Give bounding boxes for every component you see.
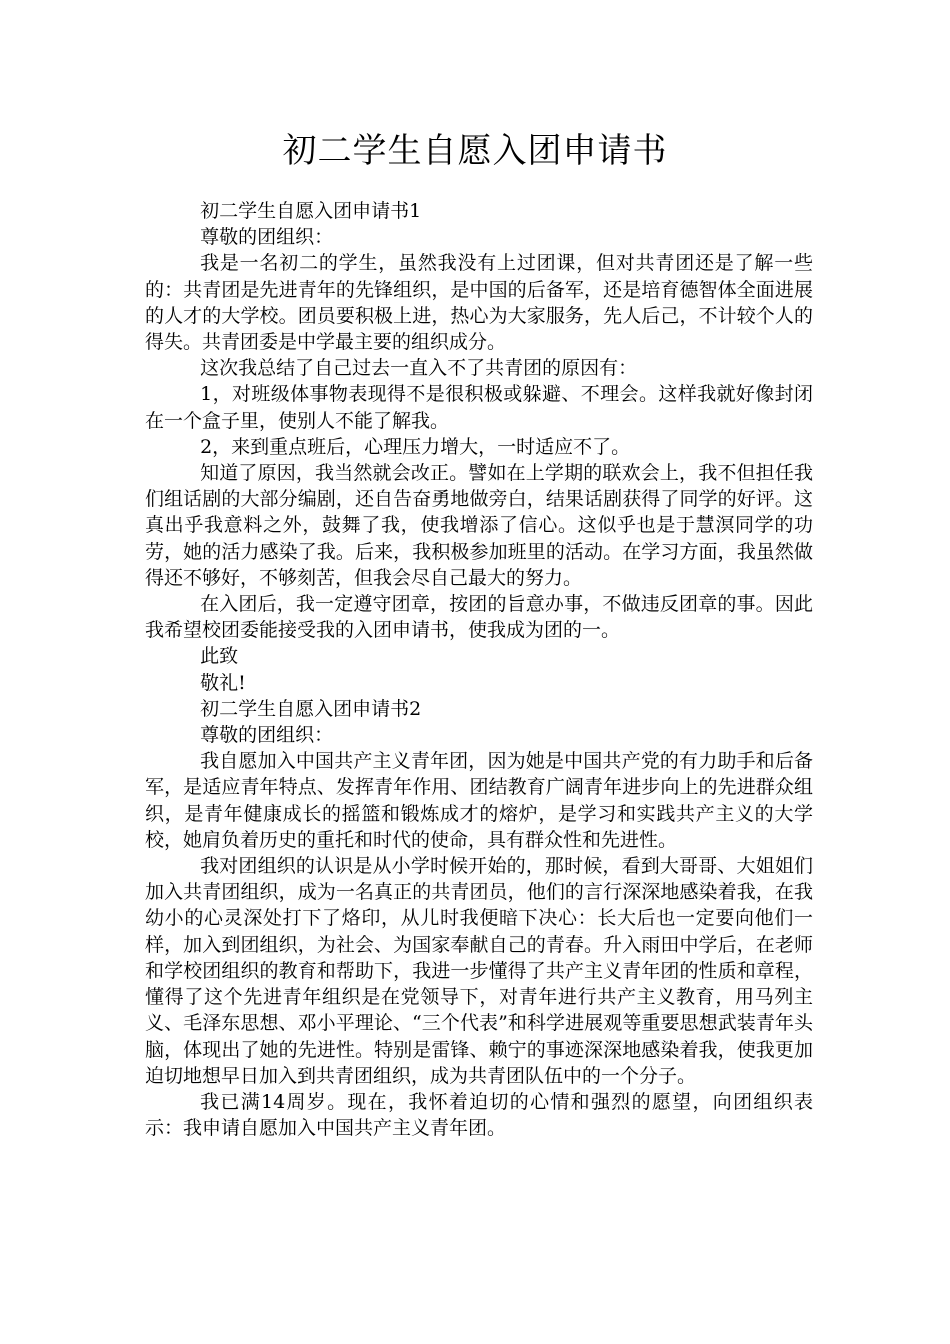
- salutation-2: 尊敬的团组织：: [200, 724, 334, 747]
- closing-salute: 敬礼!: [200, 671, 246, 694]
- document-body: [145, 198, 813, 1141]
- section-heading-2: 初二学生自愿入团申请书2: [200, 697, 422, 720]
- body-paragraph: 知道了原因，我当然就会改正。譬如在上学期的联欢会上，我不但担任我们组话剧的大部分编剧，还自告奋勇地做旁白，结果话剧获得了同学的好评。这真出乎我意料之外，鼓舞了我，使我增添了信心。这似乎也是于慧溟同学的功劳，她的活力感染了我。后来，我积极参加班里的活动。在学习方面，我虽然做得还不够好，不够刻苦，但我会尽自己最大的努力。: [145, 462, 813, 589]
- salutation-1: 尊敬的团组织：: [200, 226, 334, 249]
- body-paragraph: 我已满14周岁。现在，我怀着迫切的心情和强烈的愿望，向团组织表示：我申请自愿加入中国共产主义青年团。: [145, 1090, 813, 1140]
- document-title: 初二学生自愿入团申请书: [282, 131, 668, 171]
- body-paragraph: 2，来到重点班后，心理压力增大，一时适应不了。: [200, 435, 631, 458]
- closing-line: 此致: [200, 645, 239, 668]
- body-paragraph: 我自愿加入中国共产主义青年团，因为她是中国共产党的有力助手和后备军，是适应青年特点、发挥青年作用、团结教育广阔青年进步向上的先进群众组织，是青年健康成长的摇篮和锻炼成才的熔炉，是学习和实践共产主义的大学校，她肩负着历史的重托和时代的使命，具有群众性和先进性。: [145, 750, 813, 851]
- body-paragraph: 我对团组织的认识是从小学时候开始的，那时候，看到大哥哥、大姐姐们加入共青团组织，成为一名真正的共青团员，他们的言行深深地感染着我，在我幼小的心灵深处打下了烙印，从儿时我便暗下决心：长大后也一定要向他们一样，加入到团组织，为社会、为国家奉献自己的青春。升入雨田中学后，在老师和学校团组织的教育和帮助下，我进一步懂得了共产主义青年团的性质和章程，懂得了这个先进青年组织是在党领导下，对青年进行共产主义教育，用马列主义、毛泽东思想、邓小平理论、“三个代表”和科学进展观等重要思想武装青年头脑，体现出了她的先进性。特别是雷锋、赖宁的事迹深深地感染着我，使我更加迫切地想早日加入到共青团组织，成为共青团队伍中的一个分子。: [145, 855, 813, 1087]
- body-paragraph: 这次我总结了自己过去一直入不了共青团的原因有：: [200, 357, 638, 380]
- section-heading-1: 初二学生自愿入团申请书1: [200, 200, 422, 222]
- body-paragraph: 在入团后，我一定遵守团章，按团的旨意办事，不做违反团章的事。因此我希望校团委能接受我的入团申请书，使我成为团的一。: [145, 593, 813, 642]
- body-paragraph: 我是一名初二的学生，虽然我没有上过团课，但对共青团还是了解一些的：共青团是先进青年的先锋组织，是中国的后备军，还是培育德智体全面进展的人才的大学校。团员要积极上进，热心为大家服务，先人后己，不计较个人的得失。共青团委是中学最主要的组织成分。: [145, 252, 813, 354]
- body-paragraph: 1，对班级体事物表现得不是很积极或躲避、不理会。这样我就好像封闭在一个盒子里，使别人不能了解我。: [145, 383, 813, 432]
